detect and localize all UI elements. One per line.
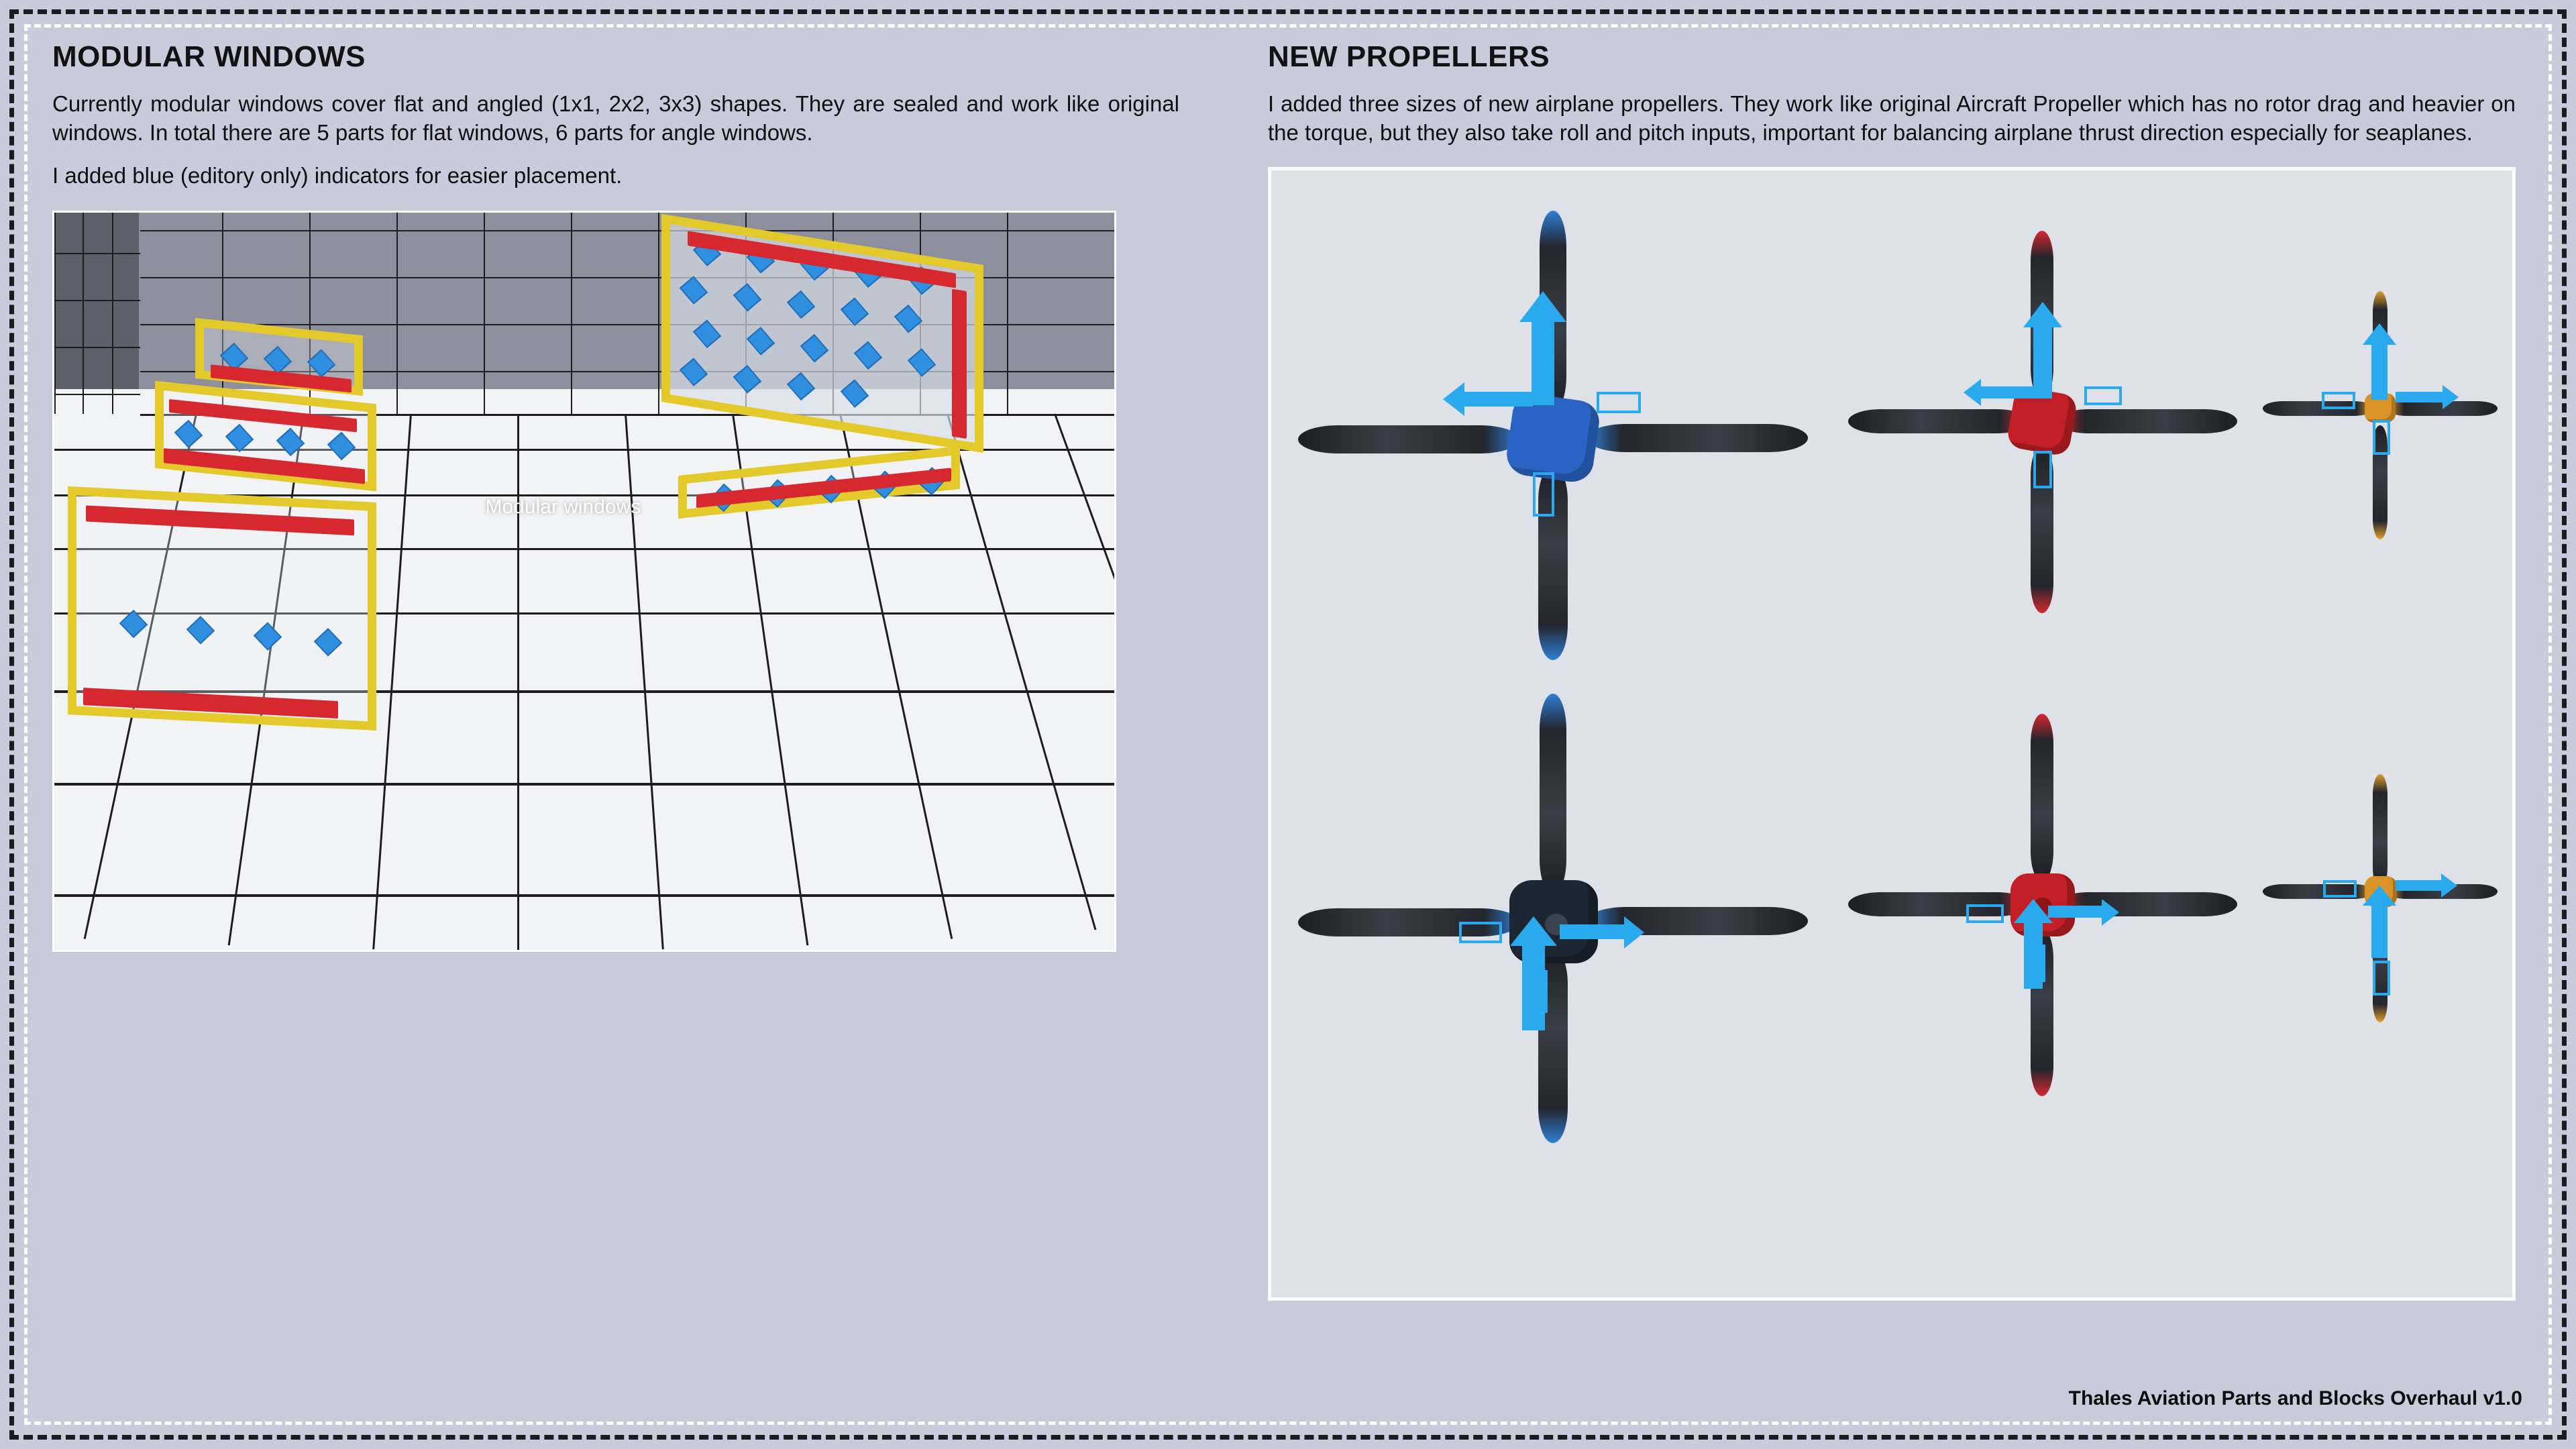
modular-windows-screenshot <box>52 211 1116 952</box>
scene-overlay-label: Modular windows <box>485 496 641 519</box>
footer-credit: Thales Aviation Parts and Blocks Overhaul v1.0 <box>2068 1387 2522 1409</box>
new-propellers-paragraph-1: I added three sizes of new airplane propellers. They work like original Aircraft Propeller which has no rotor drag and heavier on the torque, but they also take roll and pitch inputs, important for balancing airplane thrust direction especially for seaplanes. <box>1268 91 2516 145</box>
propeller-medium-red-bottom <box>1835 694 2251 1110</box>
new-propellers-section <box>1268 40 2516 1301</box>
gizmo-outline-right <box>1597 392 1641 413</box>
propeller-medium-red-top <box>1835 211 2251 627</box>
modular-windows-paragraph-2: I added blue (editory only) indicators for easier placement. <box>52 163 623 189</box>
propellers-screenshot <box>1268 167 2516 1301</box>
propeller-large-blue-top <box>1291 184 1815 653</box>
propeller-small-orange-bottom <box>2257 747 2512 1029</box>
modular-windows-section <box>52 40 1179 952</box>
modular-window-large-front <box>68 486 376 731</box>
propeller-large-dark-bottom <box>1291 667 1815 1136</box>
section-title-modular-windows: MODULAR WINDOWS <box>52 40 366 73</box>
propeller-small-orange-top <box>2257 264 2512 546</box>
modular-windows-paragraph-1: Currently modular windows cover flat and angled (1x1, 2x2, 3x3) shapes. They are sealed and work like original windows. In total there are 5 parts for flat windows, 6 parts for angle windows. <box>52 91 1179 145</box>
section-title-new-propellers: NEW PROPELLERS <box>1268 40 1550 73</box>
gizmo-outline-down <box>1533 472 1554 517</box>
